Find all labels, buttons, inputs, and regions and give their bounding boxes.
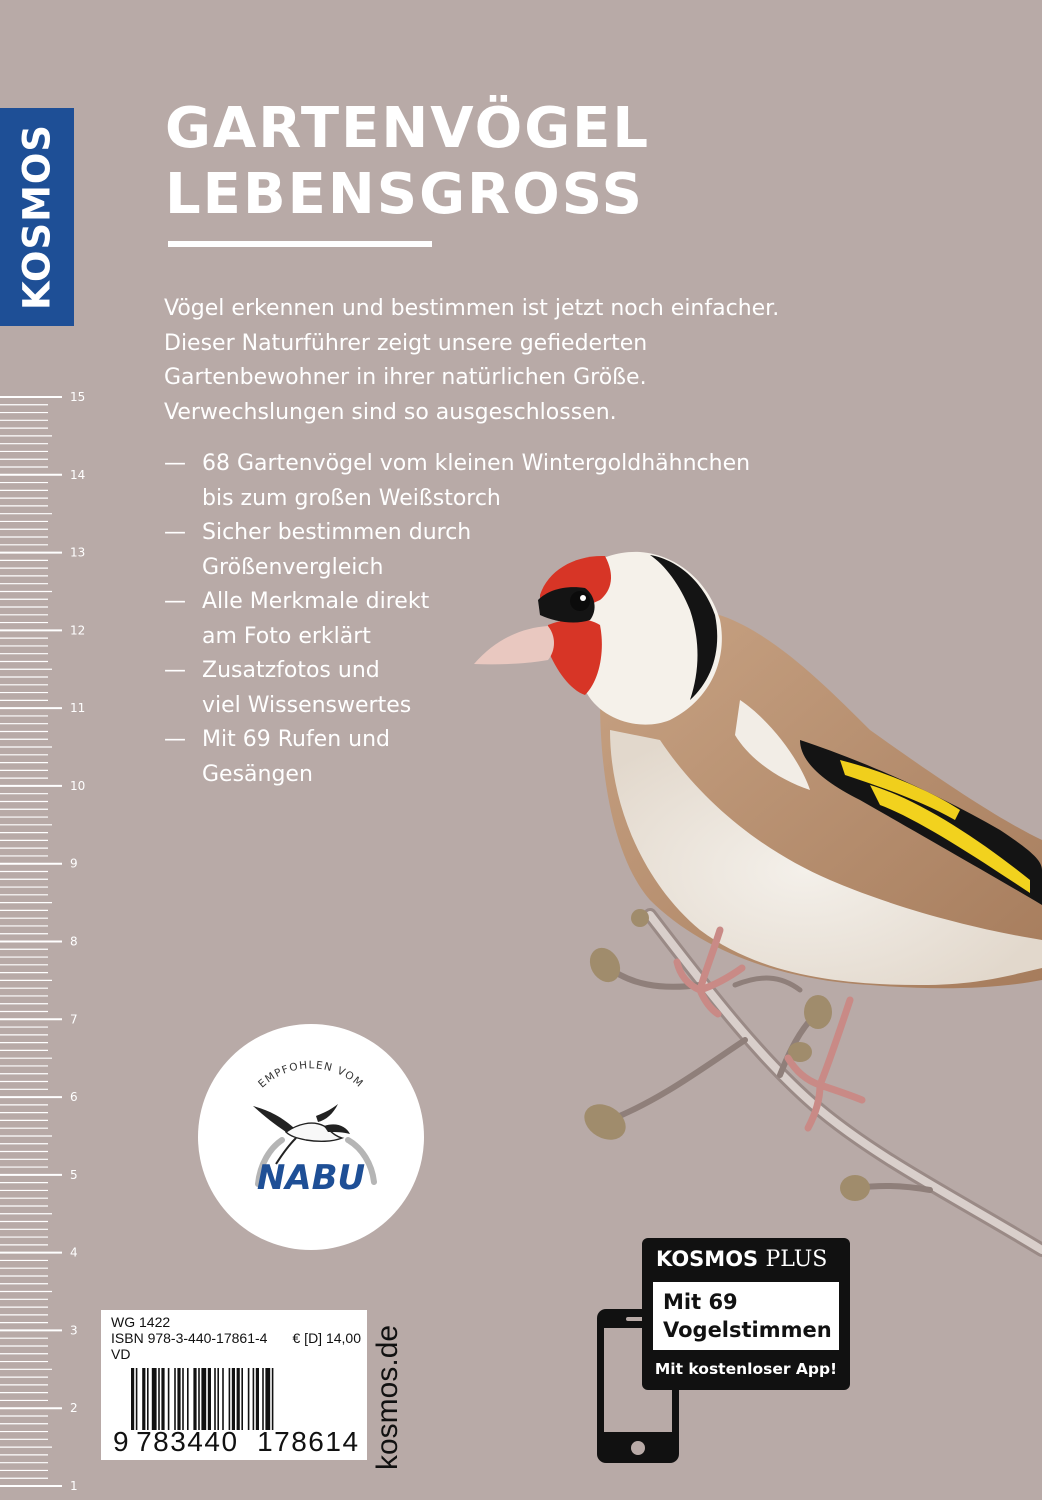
nabu-logo [198,1024,424,1250]
barcode-bar [177,1368,180,1430]
barcode-bar [265,1368,270,1430]
title-line-1: GARTENVÖGEL [165,96,651,161]
barcode-bar [229,1368,231,1430]
feature-text: Alle Merkmale direkt am Foto erklärt [202,589,430,649]
ruler-label: 15 [70,390,86,404]
bullet-dash: — [164,658,186,683]
isbn-number: ISBN 978-3-440-17861-4 [111,1330,268,1346]
kosmos-plus-heading [656,1247,827,1272]
barcode [131,1368,351,1430]
ruler-label: 12 [70,623,86,638]
kosmos-plus-box [642,1238,850,1390]
barcode-bar [131,1368,134,1430]
barcode-bar [182,1368,184,1430]
feature-text: Mit 69 Rufen und Gesängen [202,727,391,787]
kosmos-plus-line-2: Vogelstimmen [663,1318,832,1342]
kosmos-plus-line-1: Mit 69 [663,1290,738,1314]
ruler-label: 9 [70,856,78,871]
price-lines [111,1314,361,1362]
ruler-label: 4 [70,1245,78,1260]
title-line-2: LEBENSGROSS [165,162,644,227]
barcode-bar [248,1368,250,1430]
ruler-label: 1 [70,1479,78,1493]
barcode-bar [174,1368,176,1430]
barcode-bar [168,1368,170,1430]
feature-text: Sicher bestimmen durch Größenvergleich [202,520,472,580]
kosmos-plus-footer: Mit kostenloser App! [654,1360,838,1378]
bird-head [474,552,722,725]
product-code: WG 1422 [111,1314,171,1330]
barcode-bar [201,1368,206,1430]
ruler-label: 7 [70,1012,78,1027]
website-url[interactable]: kosmos.de [371,1324,404,1470]
barcode-digits [113,1426,360,1458]
barcode-digit-group-2: 178614 [257,1426,360,1457]
ruler-label: 10 [70,778,86,793]
isbn-line [111,1330,361,1346]
intro-paragraph: Vögel erkennen und bestimmen ist jetzt noch einfacher. Dieser Naturführer zeigt unsere gefiederten Gartenbewohner in ihrer natürlichen Größe. Verwechslungen sind so ausgeschlossen. [164,296,780,425]
barcode-bar [161,1368,164,1430]
bullet-dash: — [164,589,186,614]
nabu-wordmark: NABU [256,1158,366,1198]
barcode-bar [208,1368,211,1430]
bullet-dash: — [164,451,186,476]
ruler-label: 6 [70,1090,78,1105]
ruler-label: 11 [70,701,86,716]
retail-price: € [D] 14,00 [292,1330,361,1346]
barcode-bar [232,1368,235,1430]
barcode-bar [198,1368,200,1430]
ruler-label: 5 [70,1167,78,1182]
barcode-digit-first: 9 [113,1426,131,1457]
publisher-logo-text: KOSMOS [15,123,59,311]
barcode-bar [272,1368,274,1430]
ruler-label: 13 [70,545,86,560]
barcode-bar [158,1368,160,1430]
feature-text: Zusatzfotos und viel Wissenswertes [202,658,412,718]
kosmos-plus-content [653,1282,839,1350]
barcode-bar [217,1368,219,1430]
barcode-bar [136,1368,138,1430]
kosmos-plus-label: PLUS [765,1247,828,1272]
barcode-bar [262,1368,264,1430]
bullet-dash: — [164,520,186,545]
barcode-bar [222,1368,224,1430]
barcode-bar [147,1368,149,1430]
ruler-label: 14 [70,467,86,482]
barcode-bar [253,1368,255,1430]
barcode-bar [256,1368,259,1430]
kosmos-plus-brand: KOSMOS [656,1247,759,1271]
nabu-recommendation-badge [198,1024,424,1250]
barcode-bar [241,1368,243,1430]
barcode-bar [237,1368,240,1430]
barcode-bar [142,1368,145,1430]
ruler-label: 2 [70,1401,78,1416]
ruler-label: 8 [70,934,78,949]
ruler-label: 3 [70,1323,78,1338]
barcode-digit-group-1: 783440 [136,1426,239,1457]
barcode-bar [187,1368,189,1430]
barcode-bar [214,1368,216,1430]
barcode-bar [152,1368,157,1430]
bullet-dash: — [164,727,186,752]
price-isbn-box [101,1310,367,1460]
badge-caption: EMPFOHLEN VOM [256,1059,366,1091]
price-suffix: VD [111,1346,131,1362]
barcode-bar [193,1368,196,1430]
feature-text: 68 Gartenvögel vom kleinen Wintergoldhähnchen bis zum großen Weißstorch [202,451,751,511]
